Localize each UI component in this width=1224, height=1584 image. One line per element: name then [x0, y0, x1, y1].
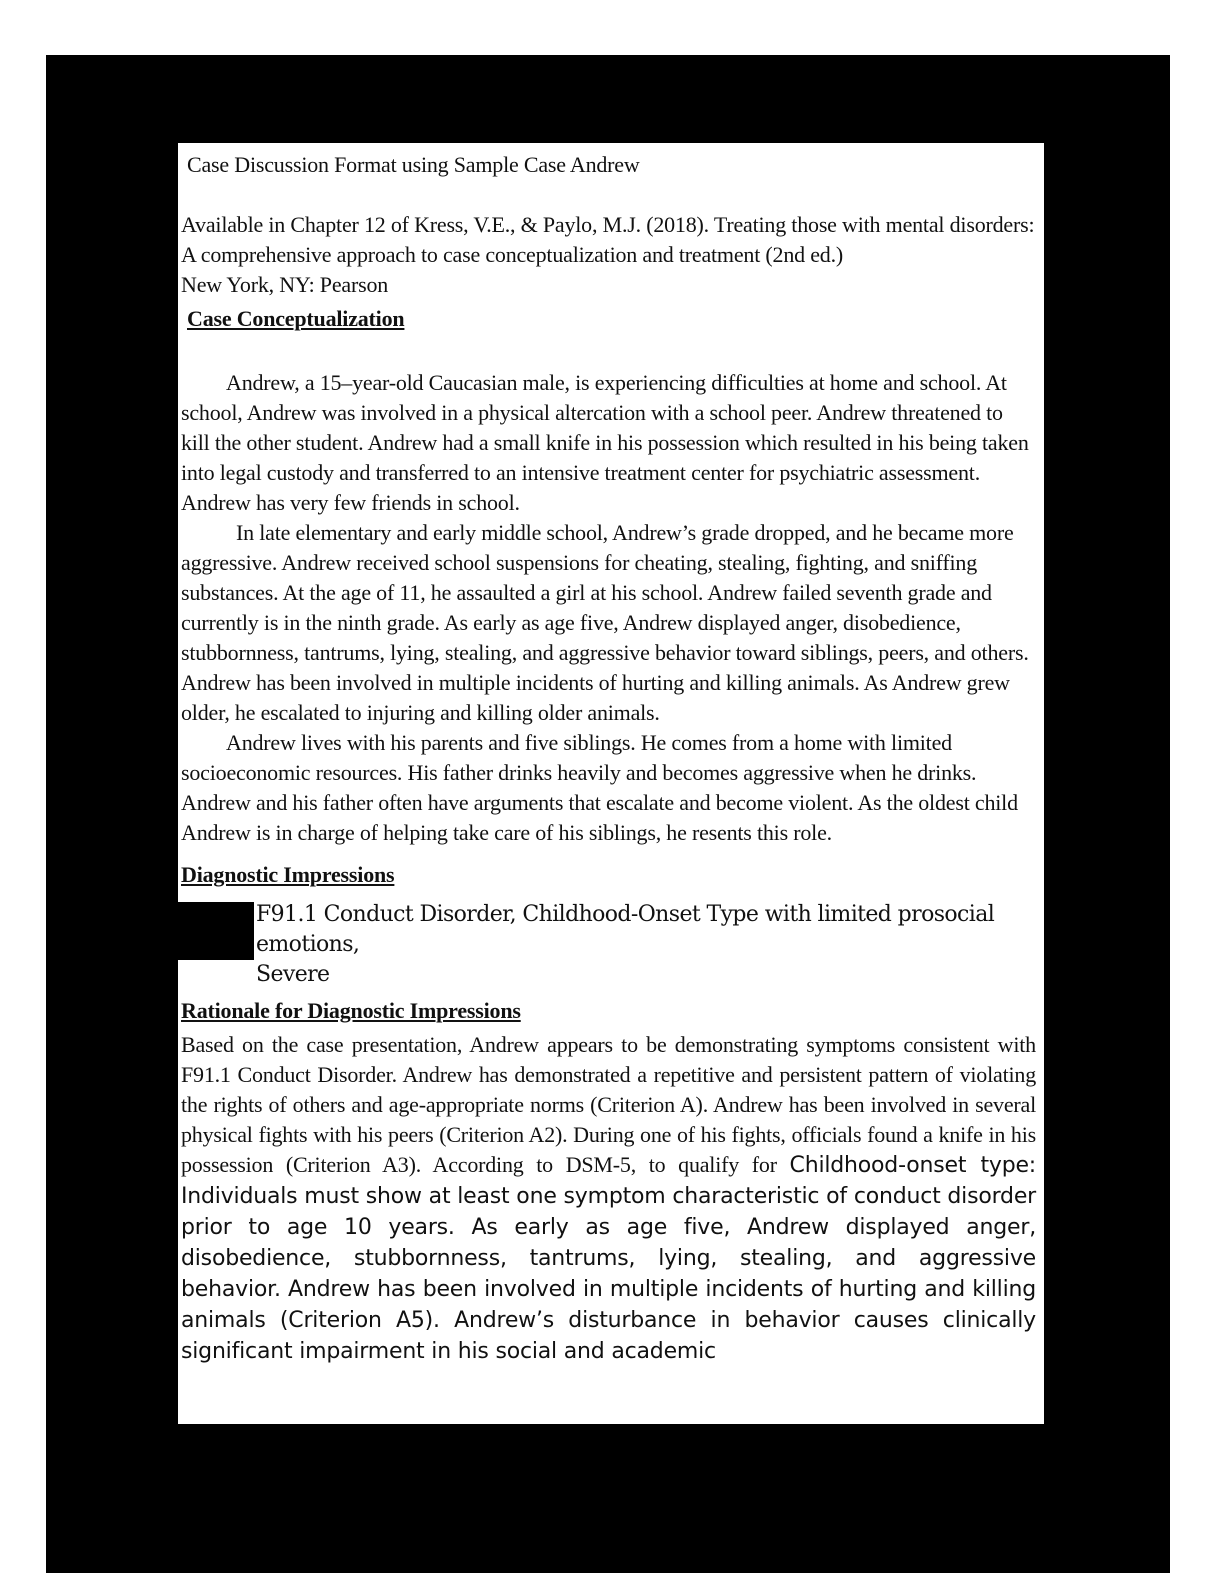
paragraph-family-background: Andrew lives with his parents and five siblings. He comes from a home with limited socioeconomic resources. His father drinks heavily and becomes aggressive when he drinks. Andrew and his father often have arguments that escalate and become violent. As the oldest child Andrew is in charge of helping take care of his siblings, he resents this role. [181, 730, 1018, 845]
document-page [178, 143, 1044, 1424]
heading-diagnostic-impressions: Diagnostic Impressions [181, 862, 395, 887]
paragraph-rationale [181, 1030, 1036, 1367]
citation-text: Available in Chapter 12 of Kress, V.E., & Paylo, M.J. (2018). Treating those with mental disorders: A comprehensive approach to case conceptualization and treatment (2nd ed.) [181, 212, 1035, 267]
citation-publisher: New York, NY: Pearson [181, 272, 389, 297]
redaction-block [178, 902, 254, 960]
diagnosis-code-line: F91.1 Conduct Disorder, Childhood-Onset Type with limited prosocial emotions, [256, 902, 995, 957]
paragraph-school-history: In late elementary and early middle school, Andrew’s grade dropped, and he became more aggressive. Andrew received school suspensions for cheating, stealing, fighting, and sniffing substances. At the age of 11, he assaulted a girl at his school. Andrew failed seventh grade and currently is in the ninth grade. As early as age five, Andrew displayed anger, disobedience, stubbornness, tantrums, lying, stealing, and aggressive behavior toward siblings, peers, and others. Andrew has been involved in multiple incidents of hurting and killing animals. As Andrew grew older, he escalated to injuring and killing older animals. [181, 520, 1029, 725]
rationale-sans-text: Childhood-onset type: Individuals must show at least one symptom characteristic of conduct disorder prior to age 10 years. As early as age five, Andrew displayed anger, disobedience, stubbornness, tantrums, lying, stealing, and aggressive behavior. Andrew has been involved in multiple incidents of hurting and killing animals (Criterion A5). Andrew’s disturbance in behavior causes clinically significant impairment in his social and academic [181, 1153, 1037, 1364]
diagnosis-severity: Severe [256, 962, 330, 987]
rationale-serif-text: Based on the case presentation, Andrew appears to be demonstrating symptoms consistent with F91.1 Conduct Disorder. Andrew has demonstrated a repetitive and persistent pattern of violating the rights of others and age-appropriate norms (Criterion A). Andrew has been involved in several physical fights with his peers (Criterion A2). During one of his fights, officials found a knife in his possession (Criterion A3). According to DSM-5, to qualify for [181, 1032, 1036, 1177]
blank-line [181, 180, 1036, 210]
paragraph-case-overview: Andrew, a 15–year-old Caucasian male, is experiencing difficulties at home and school. At school, Andrew was involved in a physical altercation with a school peer. Andrew threatened to kill the other student. Andrew had a small knife in his possession which resulted in his being taken into legal custody and transferred to an intensive treatment center for psychiatric assessment. Andrew has very few friends in school. [181, 370, 1029, 515]
diagnosis-block [181, 900, 1036, 990]
document-title: Case Discussion Format using Sample Case Andrew [187, 152, 640, 177]
heading-case-conceptualization: Case Conceptualization [187, 306, 405, 331]
blank-line [181, 334, 1036, 368]
heading-rationale: Rationale for Diagnostic Impressions [181, 998, 521, 1023]
document-dark-backdrop [46, 55, 1170, 1573]
